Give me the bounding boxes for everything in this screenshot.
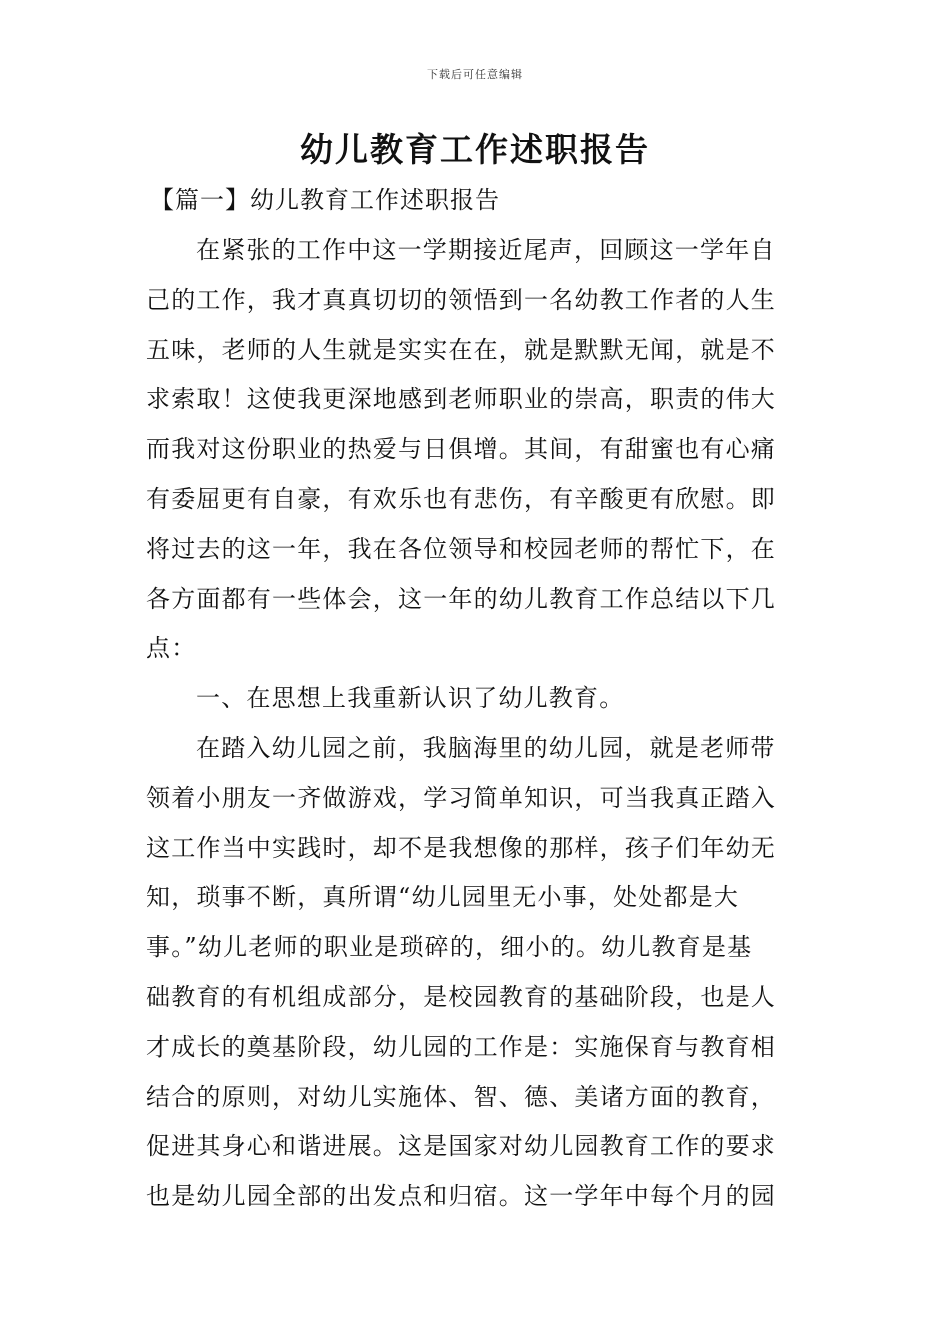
paragraph-line: 在紧张的工作中这一学期接近尾声，回顾这一学年自: [196, 236, 776, 264]
numbered-heading: 一、在思想上我重新认识了幼儿教育。: [196, 684, 625, 713]
paragraph-line: 己的工作，我才真真切切的领悟到一名幼教工作者的人生: [146, 285, 776, 314]
paragraph-line: 各方面都有一些体会，这一年的幼儿教育工作总结以下几: [146, 584, 776, 613]
section-heading: 【篇一】幼儿教育工作述职报告: [150, 186, 500, 214]
paragraph-line: 也是幼儿园全部的出发点和归宿。这一学年中每个月的园: [146, 1182, 776, 1211]
paragraph-line: 促进其身心和谐进展。这是国家对幼儿园教育工作的要求: [146, 1132, 776, 1161]
paragraph-line: 础教育的有机组成部分，是校园教育的基础阶段，也是人: [146, 982, 776, 1011]
paragraph-line: 而我对这份职业的热爱与日俱增。其间，有甜蜜也有心痛: [146, 435, 776, 464]
paragraph-line: 将过去的这一年，我在各位领导和校园老师的帮忙下，在: [146, 534, 776, 563]
paragraph-line: 在踏入幼儿园之前，我脑海里的幼儿园，就是老师带: [196, 733, 776, 762]
body-text: [146, 226, 808, 1222]
paragraph-line: 求索取！这使我更深地感到老师职业的崇高，职责的伟大: [146, 385, 776, 414]
header-note: 下载后可任意编辑: [427, 68, 523, 81]
paragraph-line: 点：: [146, 634, 197, 663]
paragraph-line: 结合的原则，对幼儿实施体、智、德、美诸方面的教育，: [146, 1082, 776, 1111]
paragraph-line: 事。”幼儿老师的职业是琐碎的，细小的。幼儿教育是基: [146, 933, 753, 962]
paragraph-line: 知，琐事不断，真所谓“幼儿园里无小事，处处都是大: [146, 883, 740, 912]
paragraph-line: 有委屈更有自豪，有欢乐也有悲伤，有辛酸更有欣慰。即: [146, 484, 776, 513]
paragraph-line: 才成长的奠基阶段，幼儿园的工作是：实施保育与教育相: [146, 1032, 776, 1061]
paragraph-line: 五味，老师的人生就是实实在在，就是默默无闻，就是不: [146, 335, 776, 364]
document-title: 幼儿教育工作述职报告: [300, 130, 650, 169]
paragraph-line: 领着小朋友一齐做游戏，学习简单知识，可当我真正踏入: [146, 783, 776, 812]
paragraph-line: 这工作当中实践时，却不是我想像的那样，孩子们年幼无: [146, 833, 776, 862]
